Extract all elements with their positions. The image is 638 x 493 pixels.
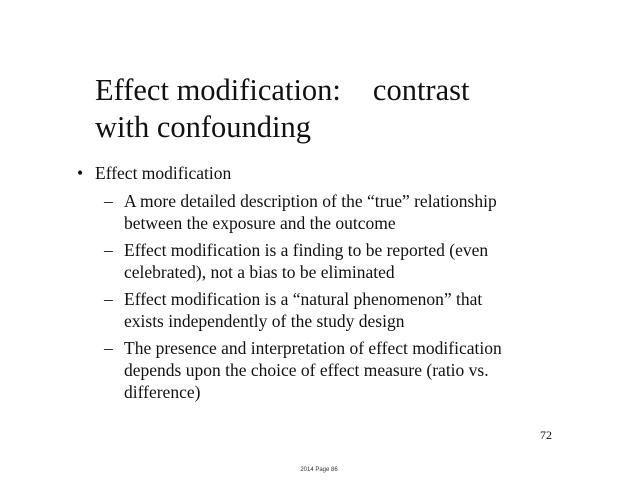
sub-bullet-line: celebrated), not a bias to be eliminated xyxy=(124,262,395,282)
page-number: 72 xyxy=(540,428,552,442)
sub-bullet-line: difference) xyxy=(124,382,201,402)
sub-bullet-line: depends upon the choice of effect measure (ratio vs. xyxy=(124,360,489,380)
sub-bullet-line: The presence and interpretation of effect modification xyxy=(124,338,502,358)
slide-title-part-1: Effect modification: xyxy=(95,73,341,107)
sub-bullet-line: A more detailed description of the “true” relationship xyxy=(124,191,497,211)
dash-icon: – xyxy=(104,289,113,309)
sub-bullet-line: between the exposure and the outcome xyxy=(124,213,396,233)
sub-bullet-line: exists independently of the study design xyxy=(124,311,405,331)
sub-bullet-item xyxy=(104,337,564,403)
footer-text: 2014 Page 86 xyxy=(300,467,338,473)
dash-icon: – xyxy=(104,191,113,211)
slide-title-line-1 xyxy=(95,72,565,109)
dash-icon: – xyxy=(104,338,113,358)
bullet-dot-icon: • xyxy=(77,163,84,183)
slide-title-part-2: contrast xyxy=(372,73,470,107)
slide-title-line-2: with confounding xyxy=(95,110,312,144)
sub-bullet-item xyxy=(104,190,564,234)
sub-bullet-line: Effect modification is a finding to be reported (even xyxy=(124,240,489,260)
sub-bullet-item xyxy=(104,239,564,283)
dash-icon: – xyxy=(104,240,113,260)
sub-bullet-item xyxy=(104,288,564,332)
sub-bullet-line: Effect modification is a “natural phenomenon” that xyxy=(124,289,483,309)
sub-bullet-list xyxy=(104,190,564,408)
slide-title xyxy=(95,72,565,146)
main-bullet-text: Effect modification xyxy=(95,163,232,183)
main-bullet xyxy=(77,163,232,184)
